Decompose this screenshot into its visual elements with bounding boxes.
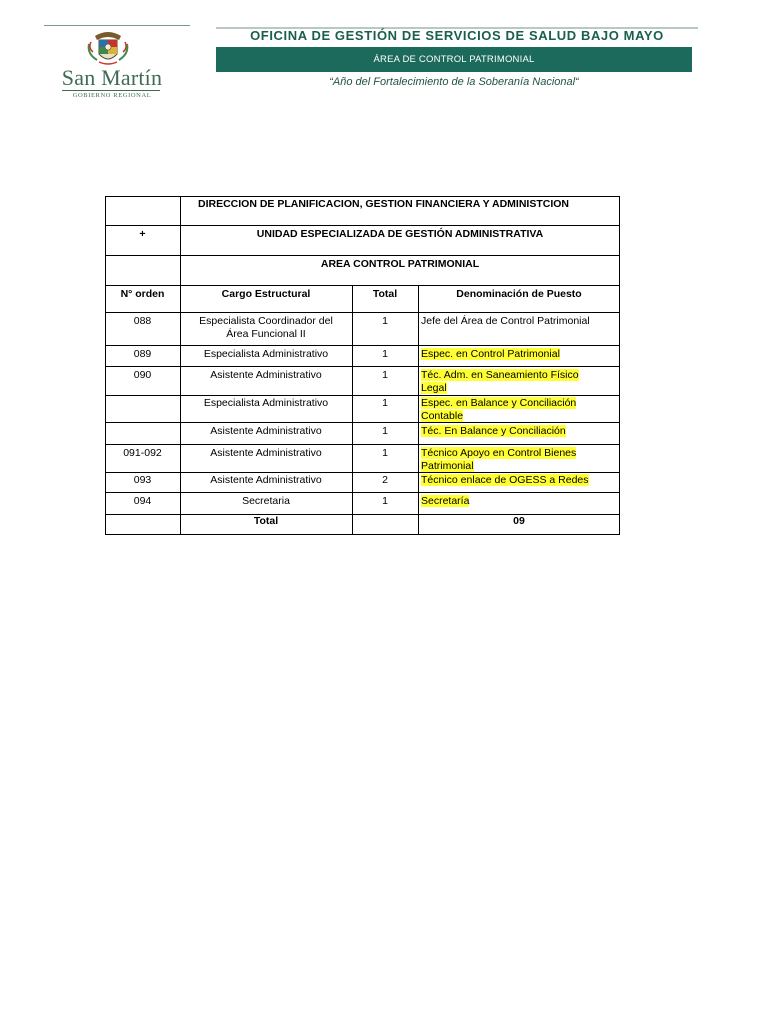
- cargo-cell: [180, 495, 352, 508]
- cargo-cell: [180, 397, 352, 410]
- staff-table: [105, 196, 620, 535]
- table-rule: [105, 472, 620, 473]
- total-cell: 1: [382, 495, 388, 507]
- orden-cell: 094: [133, 495, 152, 507]
- column-header: Total: [372, 288, 398, 300]
- puesto-line: Legal: [421, 381, 447, 394]
- column-header: N° orden: [120, 288, 165, 300]
- office-title: OFICINA DE GESTIÓN DE SERVICIOS DE SALUD BAJO MAYO: [250, 28, 664, 43]
- puesto-cell: [421, 315, 590, 328]
- orden-cell: 088: [133, 315, 152, 327]
- area-band: ÁREA DE CONTROL PATRIMONIAL: [216, 47, 692, 72]
- orden-cell: 089: [133, 348, 152, 360]
- cargo-cell: [180, 315, 352, 340]
- puesto-line: Espec. en Control Patrimonial: [421, 348, 560, 360]
- cargo-line: Especialista Coordinador del: [199, 315, 333, 327]
- cargo-line: Especialista Administrativo: [203, 397, 329, 409]
- logo: [56, 30, 168, 98]
- table-rule: [105, 285, 620, 286]
- table-rule: [105, 395, 620, 396]
- puesto-line: Espec. en Balance y Conciliación: [421, 397, 577, 409]
- total-cell: 2: [382, 474, 388, 486]
- table-rule: [105, 255, 620, 256]
- cargo-line: Especialista Administrativo: [203, 348, 329, 360]
- table-rule: [418, 285, 419, 535]
- puesto-line: Técnico Apoyo en Control Bienes: [421, 447, 577, 459]
- puesto-cell: [421, 425, 566, 438]
- puesto-cell: [421, 474, 589, 487]
- cargo-cell: [180, 369, 352, 382]
- puesto-line: Técnico enlace de OGESS a Redes: [421, 474, 589, 486]
- puesto-cell: [421, 447, 576, 472]
- table-rule: [619, 196, 620, 535]
- cargo-line: Asistente Administrativo: [210, 369, 322, 381]
- cargo-cell: [180, 348, 352, 361]
- table-rule: [105, 312, 620, 313]
- total-cell: 1: [382, 397, 388, 409]
- total-cell: 1: [382, 369, 388, 381]
- area-title: AREA CONTROL PATRIMONIAL: [320, 258, 480, 270]
- orden-cell: 093: [133, 474, 152, 486]
- cargo-cell: [180, 425, 352, 438]
- unit-title: UNIDAD ESPECIALIZADA DE GESTIÓN ADMINISTRATIVA: [256, 228, 544, 240]
- orden-cell: 090: [133, 369, 152, 381]
- cargo-line: Asistente Administrativo: [210, 474, 322, 486]
- column-header: Denominación de Puesto: [456, 288, 582, 300]
- logo-brand: San Martín: [61, 65, 163, 90]
- puesto-line: Téc. Adm. en Saneamiento Físico: [421, 369, 579, 381]
- cargo-cell: [180, 447, 352, 460]
- table-rule: [105, 345, 620, 346]
- column-header: Cargo Estructural: [221, 288, 311, 300]
- cargo-line: Asistente Administrativo: [210, 425, 322, 437]
- total-cell: 1: [382, 315, 388, 327]
- puesto-cell: [421, 495, 469, 508]
- puesto-line: Jefe del Área de Control Patrimonial: [421, 315, 590, 327]
- cargo-line: Asistente Administrativo: [210, 447, 322, 459]
- header-rule-left: [44, 25, 190, 26]
- motto: “Año del Fortalecimiento de la Soberanía Nacional“: [329, 76, 579, 88]
- total-label: Total: [253, 515, 279, 527]
- table-rule: [105, 422, 620, 423]
- table-rule: [105, 225, 620, 226]
- table-rule: [105, 492, 620, 493]
- puesto-line: Téc. En Balance y Conciliación: [421, 425, 566, 437]
- coat-of-arms-icon: [85, 30, 131, 66]
- table-rule: [105, 196, 620, 197]
- logo-divider: [62, 90, 160, 91]
- cargo-line: Secretaria: [242, 495, 290, 507]
- direction-title: DIRECCION DE PLANIFICACION, GESTION FINANCIERA Y ADMINISTCION: [198, 198, 570, 210]
- puesto-cell: [421, 369, 579, 394]
- puesto-line: Patrimonial: [421, 459, 474, 472]
- puesto-line: Contable: [421, 409, 464, 422]
- orden-cell: 091-092: [123, 447, 162, 459]
- puesto-cell: [421, 397, 576, 422]
- puesto-cell: [421, 348, 560, 361]
- total-cell: 1: [382, 447, 388, 459]
- unit-marker: +: [139, 228, 146, 240]
- total-cell: 1: [382, 348, 388, 360]
- logo-subtitle: GOBIERNO REGIONAL: [72, 92, 152, 99]
- cargo-line: Área Funcional II: [226, 327, 306, 340]
- puesto-line: Secretaría: [421, 495, 470, 507]
- table-rule: [105, 444, 620, 445]
- cargo-cell: [180, 474, 352, 487]
- table-rule: [105, 366, 620, 367]
- total-value: 09: [513, 515, 525, 527]
- table-rule: [105, 534, 620, 535]
- total-cell: 1: [382, 425, 388, 437]
